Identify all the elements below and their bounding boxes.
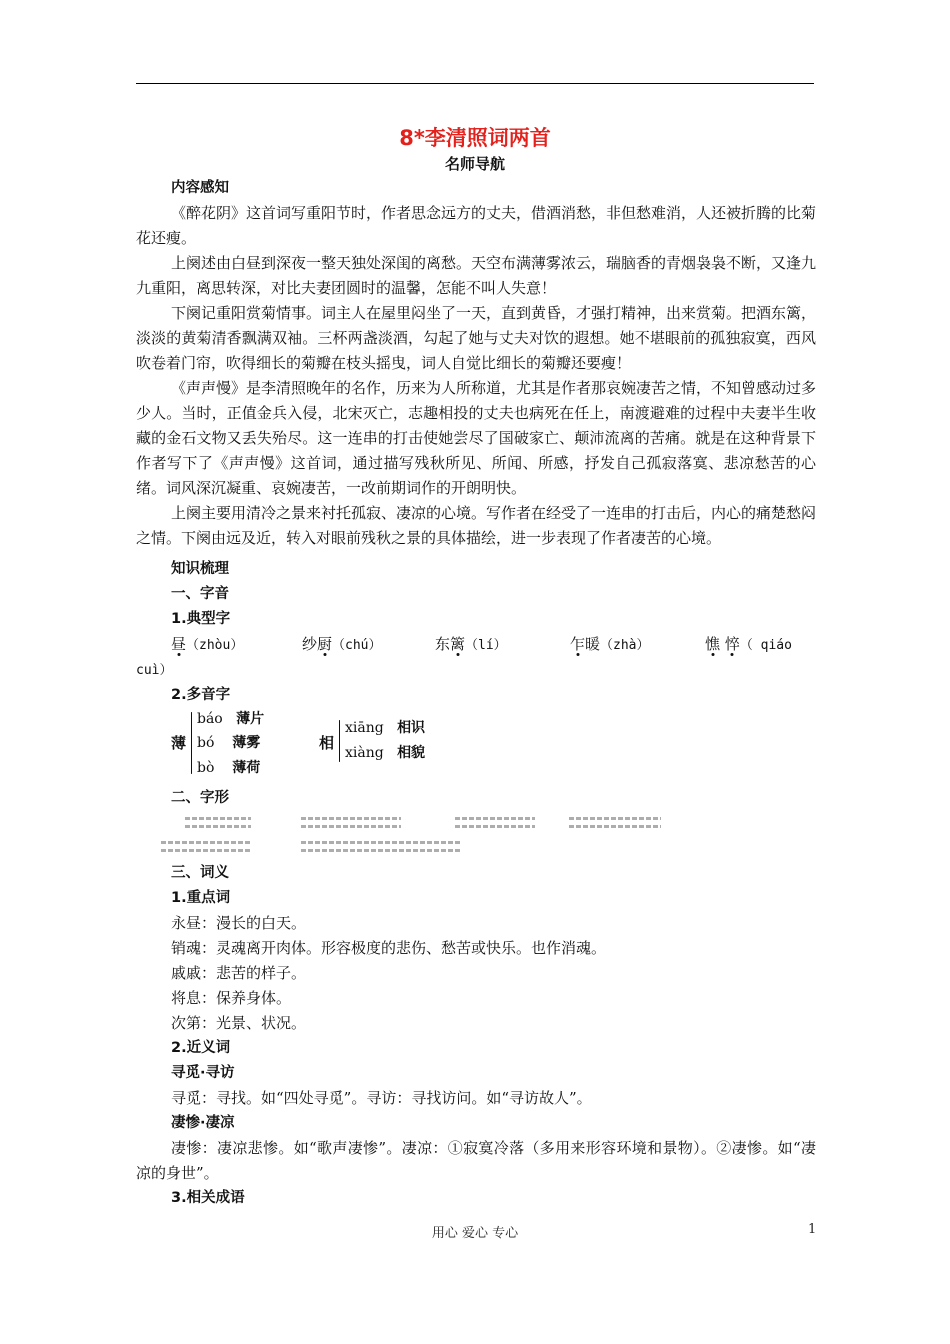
sub-heading-synonyms: 2.近义词: [171, 1040, 231, 1056]
poly-char-bao: 薄: [171, 734, 187, 752]
blurred-glyph: [185, 825, 251, 828]
poly-item: xiāng 相识: [345, 720, 426, 736]
part-heading-pronunciation: 一、字音: [171, 586, 229, 602]
page-footer: 用心 爱心 专心: [431, 1226, 519, 1241]
word-item: 纱厨（chú）: [302, 635, 382, 653]
sub-heading-key-words: 1.重点词: [171, 890, 231, 906]
poly-item: xiàng 相貌: [345, 745, 426, 761]
definition: 永昼：漫长的白天。: [171, 914, 307, 932]
part-heading-glyph: 二、字形: [171, 790, 229, 806]
paragraph: 下阕记重阳赏菊情事。词主人在屋里闷坐了一天，直到黄昏，才强打精神，出来赏菊。把酒东篱，淡淡的黄菊清香飘满双袖。三杯两盏淡酒，勾起了她与丈夫对饮的遐想。她不堪眼前的孤独寂寞，西风吹卷着门帘，吹得细长的菊瓣在枝头摇曳，词人自觉比细长的菊瓣还要瘦！: [136, 304, 817, 372]
synonym-heading: 凄惨·凄凉: [171, 1115, 235, 1131]
definition: 次第：光景、状况。: [171, 1014, 307, 1032]
definition: 戚戚：悲苦的样子。: [171, 964, 307, 982]
poly-char-xiang: 相: [319, 734, 335, 752]
blurred-glyph: [455, 817, 535, 820]
header-rule: [136, 83, 814, 84]
page-title: 8*李清照词两首: [399, 126, 551, 150]
paragraph: 《醉花阴》这首词写重阳节时，作者思念远方的丈夫，借酒消愁，非但愁难消，人还被折腾的比菊花还瘦。: [136, 204, 817, 247]
word-item: 憔 悴（ qiáo: [705, 635, 792, 653]
poly-item: bó 薄雾: [197, 735, 261, 751]
word-item: 东篱（lí）: [435, 635, 507, 653]
blurred-glyph: [161, 841, 251, 844]
blurred-glyph: [301, 841, 461, 844]
polyphonic-diagram: [171, 708, 816, 780]
sub-heading-idioms: 3.相关成语: [171, 1190, 245, 1206]
word-item: 乍暖（zhà）: [570, 635, 650, 653]
brace: [339, 720, 340, 762]
synonym-heading: 寻觅·寻访: [171, 1065, 235, 1081]
blurred-glyph: [161, 849, 251, 852]
blurred-glyph: [301, 817, 401, 820]
brace: [191, 712, 192, 774]
typical-chars-row: [136, 632, 816, 658]
page-subtitle: 名师导航: [444, 155, 505, 173]
blurred-glyph: [301, 849, 461, 852]
blurred-glyph: [455, 825, 535, 828]
word-item: 昼（zhòu）: [171, 635, 244, 653]
synonym-text: 寻觅：寻找。如“四处寻觅”。寻访：寻找访问。如“寻访故人”。: [171, 1089, 592, 1107]
typical-chars-continued: cuì）: [136, 663, 173, 678]
page-number: 1: [808, 1222, 817, 1237]
section-heading-content: 内容感知: [171, 180, 229, 196]
paragraph: 《声声慢》是李清照晚年的名作，历来为人所称道，尤其是作者那哀婉凄苦之情，不知曾感动过多少人。当时，正值金兵入侵，北宋灭亡，志趣相投的丈夫也病死在任上，南渡避难的过程中夫妻半生收藏的金石文物又丢失殆尽。这一连串的打击使她尝尽了国破家亡、颠沛流离的苦痛。就是在这种背景下作者写下了《声声慢》这首词，通过描写残秋所见、所闻、所感，抒发自己孤寂落寞、悲凉愁苦的心绪。词风深沉凝重、哀婉凄苦，一改前期词作的开朗明快。: [136, 379, 817, 497]
paragraph: 上阕述由白昼到深夜一整天独处深闺的离愁。天空布满薄雾浓云，瑞脑香的青烟袅袅不断，又逢九九重阳，离思转深，对比夫妻团圆时的温馨，怎能不叫人失意！: [136, 254, 817, 297]
blurred-glyph: [185, 817, 251, 820]
blurred-glyph: [301, 825, 401, 828]
blurred-glyph: [569, 817, 661, 820]
sub-heading-typical-chars: 1.典型字: [171, 611, 231, 627]
synonym-text: 凄惨：凄凉悲惨。如“歌声凄惨”。凄凉：①寂寞冷落（多用来形容环境和景物）。②凄惨。如“凄凉的身世”。: [136, 1139, 816, 1182]
paragraph: 上阕主要用清冷之景来衬托孤寂、凄凉的心境。写作者在经受了一连串的打击后，内心的痛楚愁闷之情。下阕由远及近，转入对眼前残秋之景的具体描绘，进一步表现了作者凄苦的心境。: [136, 504, 817, 547]
poly-item: báo 薄片: [197, 711, 265, 727]
poly-item: bò 薄荷: [197, 760, 261, 776]
definition: 销魂：灵魂离开肉体。形容极度的悲伤、愁苦或快乐。也作消魂。: [171, 939, 607, 957]
definition: 将息：保养身体。: [171, 989, 292, 1007]
part-heading-meaning: 三、词义: [171, 865, 229, 881]
glyph-figure: [171, 811, 816, 861]
sub-heading-polyphonic: 2.多音字: [171, 687, 231, 703]
section-heading-knowledge: 知识梳理: [171, 561, 229, 577]
content: [136, 176, 816, 1211]
blurred-glyph: [569, 825, 661, 828]
